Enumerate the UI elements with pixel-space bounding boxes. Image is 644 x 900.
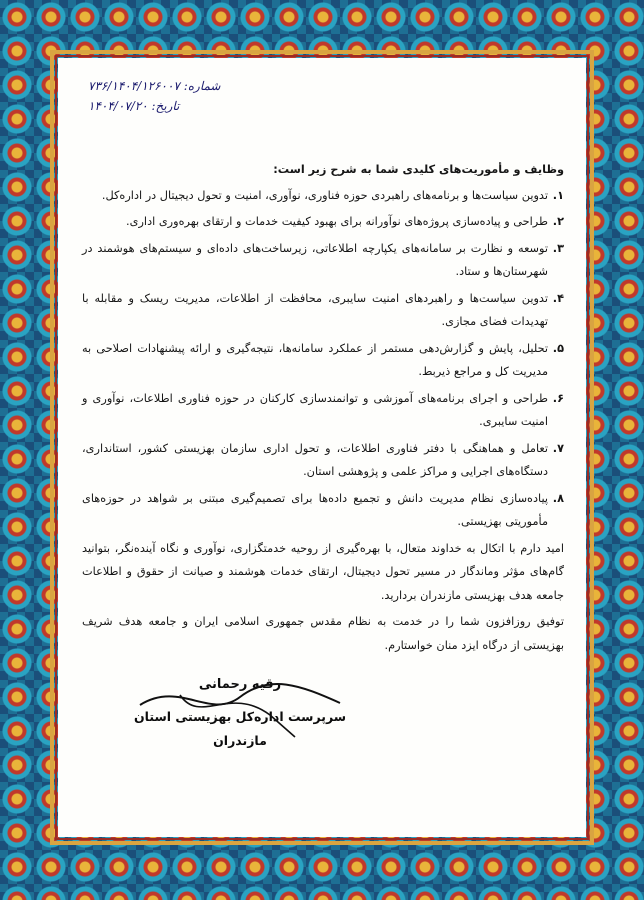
signer-title: سرپرست اداره‌کل بهزیستی استان مازندران xyxy=(133,709,347,748)
closing-paragraph-1: امید دارم با اتکال به خداوند متعال، با بهره‌گیری از روحیه خدمتگزاری، نوآوری و نگاه آینده‌نگر، بتوانید گام‌های مؤثر وماندگار در مسیر تحول دیجیتال، ارتقای خدمات هوشمند و صیانت از حقوق و اطلاعات جامعه هدف بهزیستی مازندران بردارید. xyxy=(82,541,564,602)
item-number: ۴. xyxy=(552,291,564,305)
item-number: ۱. xyxy=(552,188,564,202)
item-number: ۷. xyxy=(552,441,564,455)
item-text: پیاده‌سازی نظام مدیریت دانش و تجمیع داده‌ها برای تصمیم‌گیری مبتنی بر شواهد در حوزه‌های مأموریتی بهزیستی. xyxy=(82,491,548,528)
closing-paragraph-2: توفیق روزافزون شما را در خدمت به نظام مقدس جمهوری اسلامی ایران و جامعه هدف شریف بهزیستی از درگاه ایزد منان خواستارم. xyxy=(82,615,564,652)
item-number: ۶. xyxy=(552,391,564,405)
item-text: تدوین سیاست‌ها و راهبردهای امنیت سایبری، محافظت از اطلاعات، مدیریت ریسک و مقابله با تهدیدات فضای مجازی. xyxy=(82,291,548,328)
signature-block xyxy=(110,673,370,753)
list-item xyxy=(82,184,564,208)
list-item xyxy=(82,237,564,284)
item-text: طراحی و پیاده‌سازی پروژه‌های نوآورانه برای بهبود کیفیت خدمات و ارتقای بهره‌وری اداری. xyxy=(126,215,548,228)
list-item xyxy=(82,337,564,384)
item-text: تدوین سیاست‌ها و برنامه‌های راهبردی حوزه فناوری، نوآوری، امنیت و تحول دیجیتال در اداره‌کل. xyxy=(101,188,548,202)
handwritten-signature xyxy=(120,675,360,745)
item-text: طراحی و اجرای برنامه‌های آموزشی و توانمندسازی کارکنان در حوزه فناوری اطلاعات، نوآوری و امنیت سایبری. xyxy=(82,391,548,428)
signer-name: رقیه رحمانی xyxy=(198,677,282,692)
letter-number: شماره: ۷۳۶/۱۴۰۴/۱۲۶۰۰۷ xyxy=(88,79,221,93)
list-item xyxy=(82,287,564,334)
letter-body xyxy=(82,158,564,657)
intro-line: وظایف و مأموریت‌های کلیدی شما به شرح زیر است: xyxy=(273,163,564,176)
item-number: ۲. xyxy=(552,215,564,228)
item-number: ۳. xyxy=(552,241,564,255)
list-item xyxy=(82,387,564,434)
item-number: ۸. xyxy=(552,491,564,505)
item-text: توسعه و نظارت بر سامانه‌های یکپارچه اطلاعاتی، زیرساخت‌های داده‌ای و سیستم‌های هوشمند در شهرستان‌ها و ستاد. xyxy=(82,241,548,278)
list-item xyxy=(82,487,564,534)
letter-paper xyxy=(58,58,586,837)
item-text: تعامل و هماهنگی با دفتر فناوری اطلاعات، و تحول اداری سازمان بهزیستی کشور، استانداری، دستگاه‌های اجرایی و مراکز علمی و پژوهشی استان. xyxy=(82,441,548,478)
list-item xyxy=(82,437,564,484)
letter-date: تاریخ: ۱۴۰۴/۰۷/۲۰ xyxy=(88,99,180,113)
item-number: ۵. xyxy=(552,341,564,355)
item-text: تحلیل، پایش و گزارش‌دهی مستمر از عملکرد سامانه‌ها، نتیجه‌گیری و ارائه پیشنهادات اصلاحی به مدیریت کل و مراجع ذیربط. xyxy=(82,341,548,378)
list-item xyxy=(82,210,564,234)
duties-list xyxy=(82,184,564,534)
letter-meta xyxy=(88,76,248,116)
